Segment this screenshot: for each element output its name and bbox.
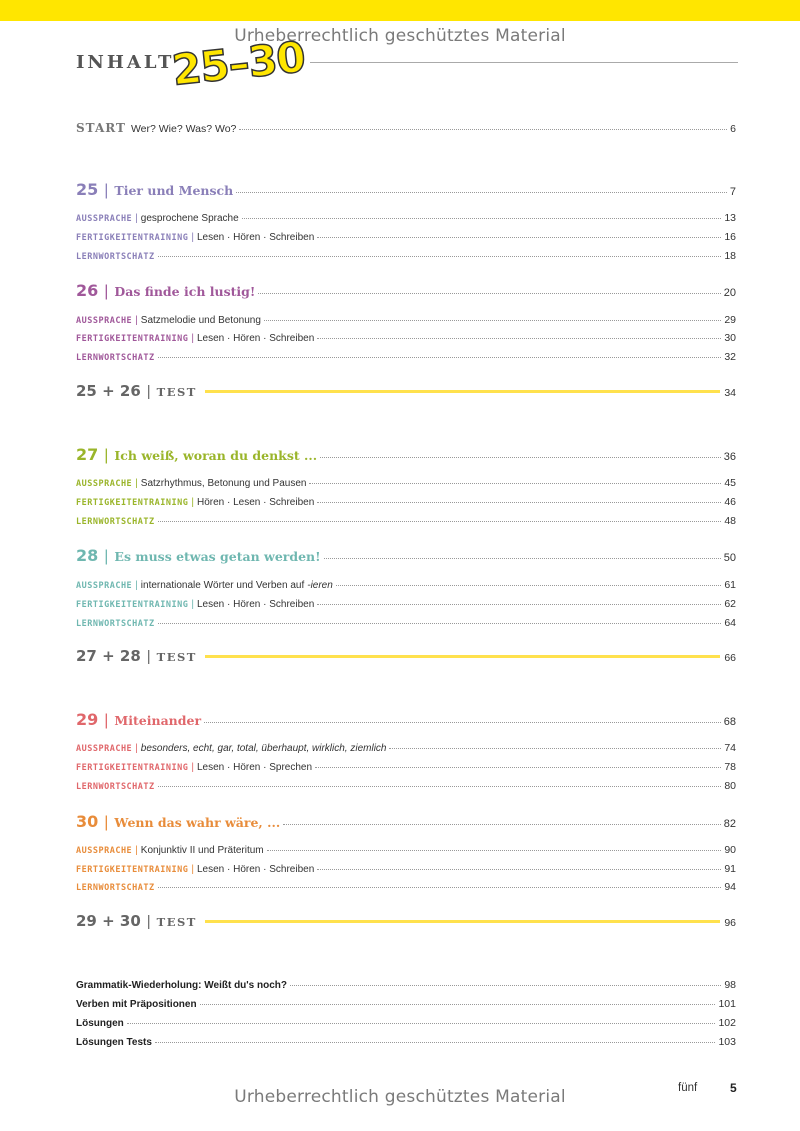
page-number: 18: [724, 250, 736, 262]
toc-item-lernwortschatz-28[interactable]: [76, 617, 736, 629]
footer-page-number: 5: [730, 1081, 737, 1095]
chapter-number: 28: [76, 546, 99, 565]
separator: |: [191, 599, 194, 610]
start-label: START: [76, 121, 126, 135]
dot-leader: [158, 623, 722, 624]
page-number: 102: [718, 1017, 736, 1029]
separator: |: [191, 864, 194, 875]
toc-item-aussprache-30[interactable]: [76, 844, 736, 856]
section-text: Lesen · Hören · Schreiben: [196, 333, 315, 344]
dot-leader: [290, 985, 721, 986]
chapter-number: 25: [76, 180, 99, 199]
section-label: LERNWORTSCHATZ: [76, 782, 155, 792]
page-number: 46: [724, 496, 736, 508]
test-label: TEST: [156, 385, 197, 399]
dot-leader: [204, 722, 721, 723]
section-label: FERTIGKEITENTRAINING: [76, 334, 189, 344]
dot-leader: [283, 824, 721, 825]
start-text: Wer? Wie? Was? Wo?: [130, 123, 237, 135]
chapter-title: Miteinander: [114, 713, 202, 728]
dot-leader: [336, 585, 722, 586]
dot-leader: [158, 357, 722, 358]
dot-leader: [264, 320, 721, 321]
toc-item-fertigkeiten-25[interactable]: [76, 231, 736, 243]
separator: |: [104, 814, 109, 831]
toc-item-lernwortschatz-25[interactable]: [76, 250, 736, 262]
page-number: 48: [724, 515, 736, 527]
page-number: 13: [724, 212, 736, 224]
separator: |: [191, 497, 194, 508]
section-label: FERTIGKEITENTRAINING: [76, 498, 189, 508]
dot-leader: [155, 1042, 716, 1043]
dot-leader: [236, 192, 727, 193]
separator: |: [191, 762, 194, 773]
chapter-row-25[interactable]: [76, 180, 736, 200]
page-number: 30: [724, 332, 736, 344]
section-text-italic: -ieren: [307, 580, 333, 591]
page-number: 45: [724, 477, 736, 489]
separator: |: [135, 213, 138, 224]
section-label: FERTIGKEITENTRAINING: [76, 865, 189, 875]
toc-item-lernwortschatz-29[interactable]: [76, 780, 736, 792]
unit-range: 25–30: [169, 32, 308, 95]
toc-item-lernwortschatz-27[interactable]: [76, 515, 736, 527]
toc-item-fertigkeiten-30[interactable]: [76, 863, 736, 875]
section-text: Lesen · Hören · Schreiben: [196, 599, 315, 610]
section-label: AUSSPRACHE: [76, 479, 133, 489]
separator: |: [104, 182, 109, 199]
section-text: Satzmelodie und Betonung: [140, 315, 261, 326]
test-units: 25 + 26: [76, 382, 141, 400]
toc-item-lernwortschatz-26[interactable]: [76, 351, 736, 363]
page-number: 62: [724, 598, 736, 610]
page-number: 94: [724, 881, 736, 893]
end-item-text: Lösungen Tests: [76, 1037, 152, 1048]
section-text: Lesen · Hören · Sprechen: [196, 762, 313, 773]
toc-item-fertigkeiten-28[interactable]: [76, 598, 736, 610]
separator: |: [146, 913, 151, 930]
page-number: 29: [724, 314, 736, 326]
page-number: 50: [723, 552, 736, 564]
section-text: Lesen · Hören · Schreiben: [196, 864, 315, 875]
toc-end-item-loesungen[interactable]: [76, 1017, 736, 1029]
chapter-row-29[interactable]: [76, 710, 736, 730]
section-label: AUSSPRACHE: [76, 744, 133, 754]
chapter-row-26[interactable]: [76, 281, 736, 301]
page-number: 20: [723, 287, 736, 299]
toc-item-fertigkeiten-26[interactable]: [76, 332, 736, 344]
test-row-25-26[interactable]: [76, 382, 736, 400]
separator: |: [104, 283, 109, 300]
test-leader-line: [205, 390, 720, 393]
page-number: 32: [724, 351, 736, 363]
section-label: FERTIGKEITENTRAINING: [76, 763, 189, 773]
section-label: AUSSPRACHE: [76, 846, 133, 856]
separator: |: [135, 478, 138, 489]
section-label: LERNWORTSCHATZ: [76, 517, 155, 527]
section-label: LERNWORTSCHATZ: [76, 619, 155, 629]
dot-leader: [320, 457, 721, 458]
separator: |: [146, 648, 151, 665]
dot-leader: [158, 786, 722, 787]
top-yellow-bar: [0, 0, 800, 21]
dot-leader: [324, 558, 721, 559]
dot-leader: [239, 129, 727, 130]
toc-item-aussprache-28[interactable]: [76, 579, 736, 591]
page-number: 101: [718, 998, 736, 1010]
toc-end-item-grammatik[interactable]: [76, 979, 736, 991]
section-label: AUSSPRACHE: [76, 581, 133, 591]
page-number: 80: [724, 780, 736, 792]
dot-leader: [267, 850, 722, 851]
section-text: internationale Wörter und Verben auf: [140, 580, 305, 591]
separator: |: [104, 712, 109, 729]
toc-item-aussprache-29[interactable]: [76, 742, 736, 754]
separator: |: [135, 845, 138, 856]
chapter-number: 26: [76, 281, 99, 300]
page-number: 36: [723, 451, 736, 463]
end-item-text: Verben mit Präpositionen: [76, 999, 197, 1010]
toc-end-item-loesungen-tests[interactable]: [76, 1036, 736, 1048]
separator: |: [104, 447, 109, 464]
page-number: 90: [724, 844, 736, 856]
section-text: Satzrhythmus, Betonung und Pausen: [140, 478, 307, 489]
dot-leader: [317, 869, 721, 870]
section-label: LERNWORTSCHATZ: [76, 353, 155, 363]
toc-end-item-verben[interactable]: [76, 998, 736, 1010]
chapter-title: Ich weiß, woran du denkst ...: [114, 448, 318, 463]
chapter-title: Tier und Mensch: [114, 183, 234, 198]
section-label: FERTIGKEITENTRAINING: [76, 600, 189, 610]
page-number: 64: [724, 617, 736, 629]
chapter-row-28[interactable]: [76, 546, 736, 566]
toc-item-aussprache-27[interactable]: [76, 477, 736, 489]
section-text: gesprochene Sprache: [140, 213, 239, 224]
dot-leader: [315, 767, 721, 768]
dot-leader: [158, 521, 722, 522]
page-number: 98: [724, 979, 736, 991]
section-text: Lesen · Hören · Schreiben: [196, 232, 315, 243]
separator: |: [104, 548, 109, 565]
watermark-bottom: Urheberrechtlich geschütztes Material: [234, 1087, 566, 1107]
chapter-number: 27: [76, 445, 99, 464]
chapter-row-27[interactable]: [76, 445, 736, 465]
page-number: 96: [724, 917, 736, 929]
page-number: 74: [724, 742, 736, 754]
toc-start-row[interactable]: [76, 121, 736, 135]
section-text: Hören · Lesen · Schreiben: [196, 497, 315, 508]
section-text-italic: besonders, echt, gar, total, überhaupt, wirklich, ziemlich: [140, 743, 387, 754]
dot-leader: [317, 604, 721, 605]
end-item-text: Lösungen: [76, 1018, 124, 1029]
page-number: 34: [724, 387, 736, 399]
test-row-27-28[interactable]: [76, 647, 736, 665]
dot-leader: [317, 502, 721, 503]
page-number: 6: [730, 123, 736, 135]
contents-title: INHALT: [76, 52, 175, 73]
separator: |: [135, 743, 138, 754]
page-number: 91: [724, 863, 736, 875]
chapter-row-30[interactable]: [76, 812, 736, 832]
section-text: Konjunktiv II und Präteritum: [140, 845, 264, 856]
page-number: 103: [718, 1036, 736, 1048]
test-units: 27 + 28: [76, 647, 141, 665]
dot-leader: [309, 483, 721, 484]
separator: |: [135, 315, 138, 326]
test-units: 29 + 30: [76, 912, 141, 930]
page-number: 82: [723, 818, 736, 830]
separator: |: [191, 232, 194, 243]
test-label: TEST: [156, 915, 197, 929]
chapter-number: 30: [76, 812, 99, 831]
dot-leader: [158, 256, 722, 257]
toc-item-fertigkeiten-29[interactable]: [76, 761, 736, 773]
dot-leader: [127, 1023, 716, 1024]
page-number: 7: [729, 186, 736, 198]
watermark-top: Urheberrechtlich geschütztes Material: [234, 26, 566, 46]
page-number: 61: [724, 579, 736, 591]
dot-leader: [317, 237, 721, 238]
page-number: 78: [724, 761, 736, 773]
page-number: 16: [724, 231, 736, 243]
section-label: LERNWORTSCHATZ: [76, 252, 155, 262]
dot-leader: [317, 338, 721, 339]
header-rule: [310, 62, 738, 63]
dot-leader: [258, 293, 720, 294]
page-number: 66: [724, 652, 736, 664]
toc-item-fertigkeiten-27[interactable]: [76, 496, 736, 508]
separator: |: [146, 383, 151, 400]
test-leader-line: [205, 655, 720, 658]
footer-page-word: fünf: [678, 1082, 698, 1094]
section-label: FERTIGKEITENTRAINING: [76, 233, 189, 243]
test-label: TEST: [156, 650, 197, 664]
test-leader-line: [205, 920, 720, 923]
section-label: LERNWORTSCHATZ: [76, 883, 155, 893]
chapter-number: 29: [76, 710, 99, 729]
chapter-title: Es muss etwas getan werden!: [114, 549, 321, 564]
toc-item-aussprache-26[interactable]: [76, 314, 736, 326]
end-item-text: Grammatik-Wiederholung: Weißt du's noch?: [76, 980, 288, 991]
page-number: 68: [723, 716, 736, 728]
dot-leader: [158, 887, 722, 888]
chapter-title: Wenn das wahr wäre, ...: [114, 815, 281, 830]
section-label: AUSSPRACHE: [76, 316, 133, 326]
toc-item-aussprache-25[interactable]: [76, 212, 736, 224]
chapter-title: Das finde ich lustig!: [114, 284, 256, 299]
dot-leader: [242, 218, 722, 219]
separator: |: [191, 333, 194, 344]
toc-item-lernwortschatz-30[interactable]: [76, 881, 736, 893]
dot-leader: [389, 748, 721, 749]
separator: |: [135, 580, 138, 591]
section-label: AUSSPRACHE: [76, 214, 133, 224]
test-row-29-30[interactable]: [76, 912, 736, 930]
dot-leader: [200, 1004, 716, 1005]
